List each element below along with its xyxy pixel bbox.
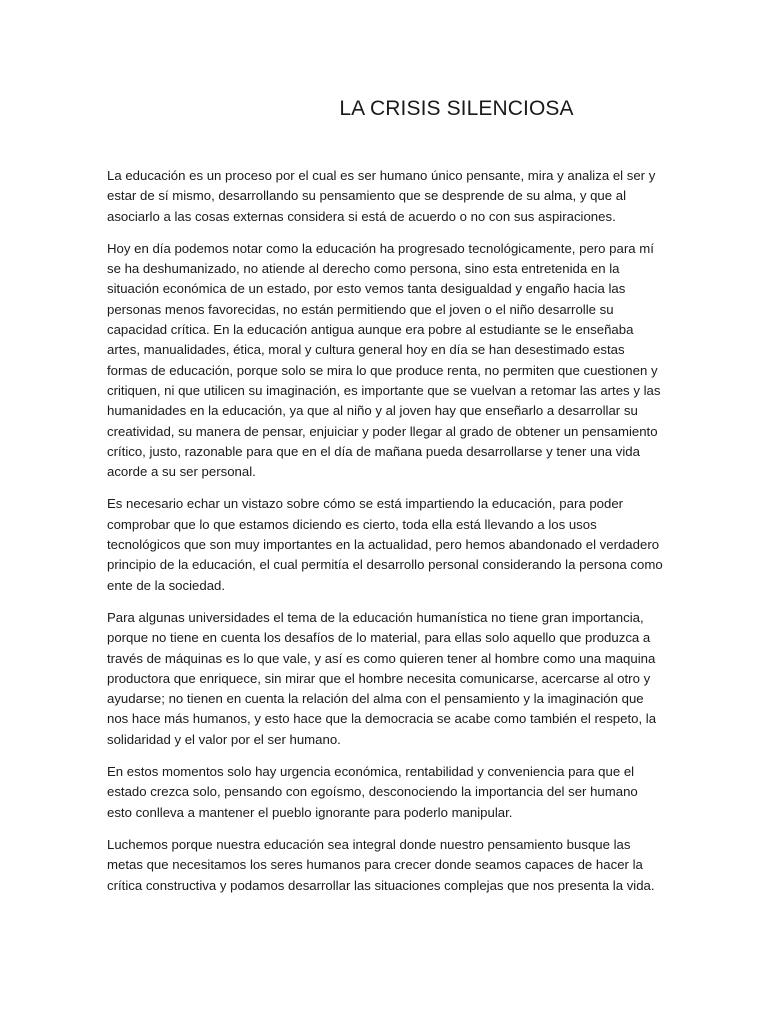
paragraph-1: La educación es un proceso por el cual es ser humano único pensante, mira y analiza el ser y estar de sí mismo, desarrollando su pensamiento que se desprende de su alma, y que al asociarlo a las cosas externas considera si está de acuerdo o no con sus aspiraciones.	[107, 168, 656, 224]
paragraph-6: Luchemos porque nuestra educación sea integral donde nuestro pensamiento busque las metas que necesitamos los seres humanos para crecer donde seamos capaces de hacer la crítica constructiva y podamos desarrollar las situaciones complejas que nos presenta la vida.	[107, 836, 655, 893]
document-title: LA CRISIS SILENCIOSA	[339, 97, 574, 120]
paragraph-4: Para algunas universidades el tema de la educación humanística no tiene gran importancia, porque no tiene en cuenta los desafíos de lo material, para ellas solo aquello que produzca a través de máquinas es lo que vale, y así es como quieren tener al hombre como una maquina productora que enriquece, sin mirar que el hombre necesita comunicarse, acercarse al otro y ayudarse; no tienen en cuenta la relación del alma con el pensamiento y la imaginación que nos hace más humanos, y esto hace que la democracia se acabe como también el respeto, la solidaridad y el valor por el ser humano.	[107, 609, 657, 747]
paragraph-5: En estos momentos solo hay urgencia económica, rentabilidad y conveniencia para que el estado crezca solo, pensando con egoísmo, desconociendo la importancia del ser humano esto conlleva a mantener el pueblo ignorante para poderlo manipular.	[107, 764, 638, 820]
paragraph-3: Es necesario echar un vistazo sobre cómo se está impartiendo la educación, para poder comprobar que lo que estamos diciendo es cierto, toda ella está llevando a los usos tecnológicos que son muy importantes en la actualidad, pero hemos abandonado el verdadero principio de la educación, el cual permitía el desarrollo personal considerando la persona como ente de la sociedad.	[107, 496, 663, 593]
paragraph-2: Hoy en día podemos notar como la educación ha progresado tecnológicamente, pero para mí se ha deshumanizado, no atiende al derecho como persona, sino esta entretenida en la situación económica de un estado, por esto vemos tanta desigualdad y engaño hacia las personas menos favorecidas, no están permitiendo que el joven o el niño desarrolle su capacidad crítica. En la educación antigua aunque era pobre al estudiante se le enseñaba artes, manualidades, ética, moral y cultura general hoy en día se han desestimado estas formas de educación, porque solo se mira lo que produce renta, no permiten que cuestionen y critiquen, ni que utilicen su imaginación, es importante que se vuelvan a retomar las artes y las humanidades en la educación, ya que al niño y al joven hay que enseñarlo a desarrollar su creatividad, su manera de pensar, enjuiciar y poder llegar al grado de obtener un pensamiento crítico, justo, razonable para que en el día de mañana pueda desarrollarse y tener una vida acorde a su ser personal.	[107, 240, 661, 480]
document-body	[107, 166, 663, 908]
